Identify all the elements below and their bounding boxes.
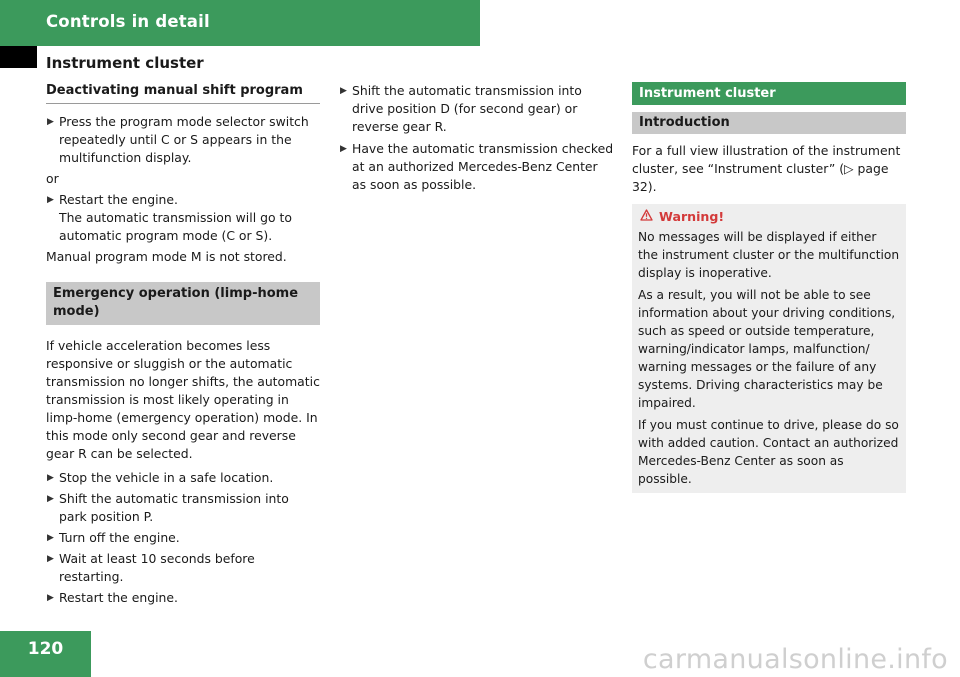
warning-title-text: Warning! <box>659 209 725 224</box>
page-number: 120 <box>27 639 64 659</box>
step-item <box>46 191 320 245</box>
step-item <box>46 113 320 167</box>
step-item <box>339 82 615 136</box>
arrow-icon: ▶ <box>47 117 54 127</box>
emergency-text: If vehicle acceleration becomes less responsive or sluggish or the automatic transmission no longer shifts, the automatic transmission is most likely operating in limp-home (emergency operation) mode. In this mode only second gear and reverse gear R can be selected. <box>46 338 320 461</box>
arrow-icon: ▶ <box>47 494 54 504</box>
step-text: Turn off the engine. <box>59 530 180 545</box>
step-text: Shift the automatic transmission into drive position D (for second gear) or reverse gear R. <box>352 83 582 134</box>
middle-column <box>339 82 615 197</box>
section-title: Controls in detail <box>46 12 210 31</box>
introduction-heading: Introduction <box>632 112 906 134</box>
emergency-heading: Emergency operation (limp-home mode) <box>46 282 320 325</box>
step-text: Wait at least 10 seconds before restarting. <box>59 551 255 584</box>
step-item <box>46 589 320 607</box>
step-item <box>46 550 320 586</box>
watermark-text: carmanualsonline.info <box>642 644 948 675</box>
warning-paragraph: No messages will be displayed if either the instrument cluster or the multifunction display is inoperative. <box>638 230 900 280</box>
warning-paragraph: If you must continue to drive, please do so with added caution. Contact an authorized Mercedes-Benz Center as soon as possible. <box>638 418 899 486</box>
step-text: Shift the automatic transmission into park position P. <box>59 491 289 524</box>
arrow-icon: ▶ <box>340 86 347 96</box>
page-number-box <box>0 631 91 677</box>
arrow-icon: ▶ <box>47 554 54 564</box>
left-column <box>46 82 320 610</box>
warning-box <box>632 204 906 493</box>
warning-title <box>638 208 900 226</box>
step-text: Restart the engine. <box>59 192 178 207</box>
warning-paragraph: As a result, you will not be able to see information about your driving conditions, such as speed or outside temperature, warning/indicator lamps, malfunction/ warning messages or the failure of any systems. Driving characteristics may be impaired. <box>638 288 896 410</box>
step-text: Restart the engine. <box>59 590 178 605</box>
step-item <box>46 529 320 547</box>
right-column <box>632 82 906 493</box>
or-text: or <box>46 171 59 186</box>
step-item <box>46 469 320 487</box>
step-result-text: The automatic transmission will go to automatic program mode (C or S). <box>59 210 292 243</box>
arrow-icon: ▶ <box>47 533 54 543</box>
note-text: Manual program mode M is not stored. <box>46 249 287 264</box>
subsection-title: Instrument cluster <box>46 54 204 72</box>
warning-triangle-icon <box>640 208 653 226</box>
subsection-marker <box>0 46 37 68</box>
arrow-icon: ▶ <box>47 473 54 483</box>
step-item <box>339 140 615 194</box>
arrow-icon: ▶ <box>47 593 54 603</box>
intro-text: For a full view illustration of the instrument cluster, see “Instrument cluster” (▷ page 32). <box>632 143 901 194</box>
step-text: Press the program mode selector switch repeatedly until C or S appears in the multifunction display. <box>59 114 309 165</box>
arrow-icon: ▶ <box>47 195 54 205</box>
instrument-cluster-bar: Instrument cluster <box>632 82 906 105</box>
step-item <box>46 490 320 526</box>
deactivate-heading: Deactivating manual shift program <box>46 82 320 104</box>
arrow-icon: ▶ <box>340 144 347 154</box>
step-text: Stop the vehicle in a safe location. <box>59 470 274 485</box>
step-text: Have the automatic transmission checked at an authorized Mercedes-Benz Center as soon as possible. <box>352 141 614 192</box>
